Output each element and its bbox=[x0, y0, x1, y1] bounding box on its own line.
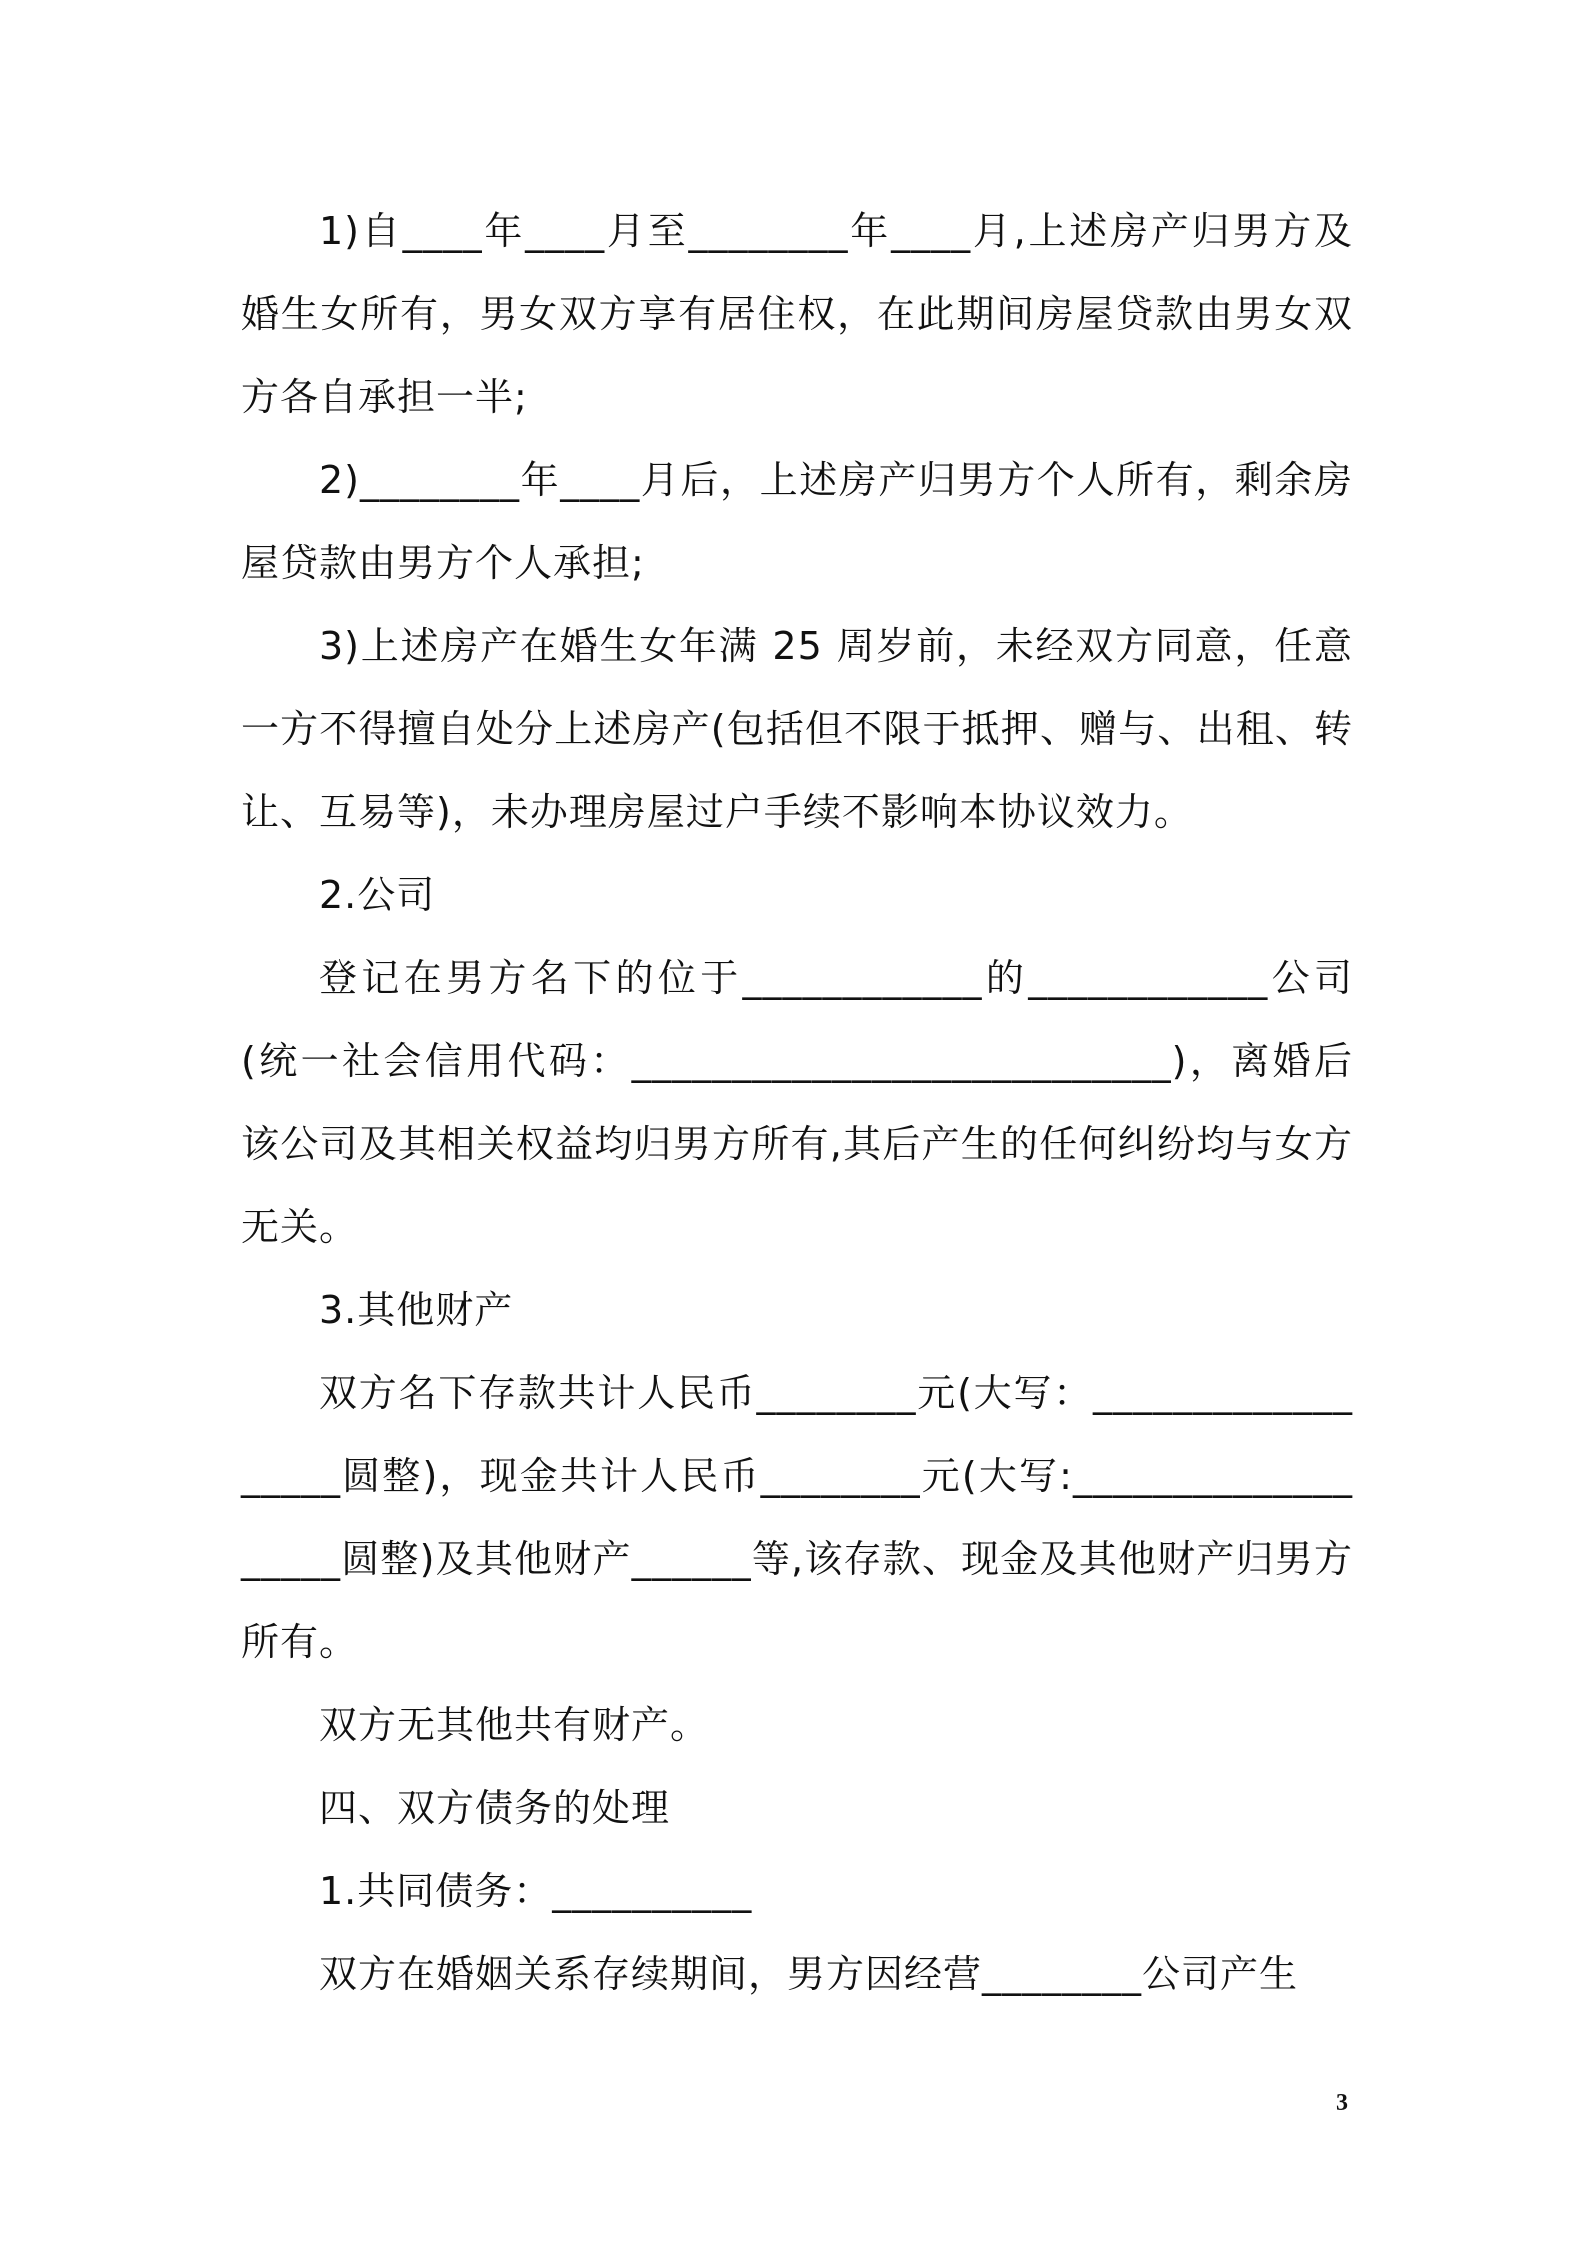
paragraph-no-other-property: 双方无其他共有财产。 bbox=[319, 1703, 710, 1747]
heading-company: 2.公司 bbox=[319, 873, 436, 917]
document-body bbox=[241, 190, 1353, 2016]
paragraph-company: 登记在男方名下的位于____________的____________公司(统一社会信用代码：___________________________)，离婚后该公司及其相关权益均归男方所有,其后产生的任何纠纷均与女方无关。 bbox=[241, 956, 1353, 1249]
paragraph-debt-description: 双方在婚姻关系存续期间，男方因经营________公司产生 bbox=[319, 1952, 1299, 1996]
page-number: 3 bbox=[1336, 2090, 1348, 2116]
paragraph-property-2: 2)________年____月后，上述房产归男方个人所有，剩余房屋贷款由男方个人承担; bbox=[241, 458, 1353, 585]
heading-debts: 四、双方债务的处理 bbox=[319, 1786, 671, 1830]
paragraph-property-1: 1)自____年____月至________年____月,上述房产归男方及婚生女所有，男女双方享有居住权，在此期间房屋贷款由男女双方各自承担一半; bbox=[241, 209, 1353, 419]
heading-other-property: 3.其他财产 bbox=[319, 1288, 514, 1332]
paragraph-deposits: 双方名下存款共计人民币________元(大写：__________________圆整)，现金共计人民币________元(大写:___________________圆整)及其他财产______等,该存款、现金及其他财产归男方所有。 bbox=[241, 1371, 1353, 1664]
heading-joint-debts: 1.共同债务：__________ bbox=[319, 1869, 753, 1913]
paragraph-property-3: 3)上述房产在婚生女年满 25 周岁前，未经双方同意，任意一方不得擅自处分上述房产(包括但不限于抵押、赠与、出租、转让、互易等)，未办理房屋过户手续不影响本协议效力。 bbox=[241, 624, 1353, 834]
